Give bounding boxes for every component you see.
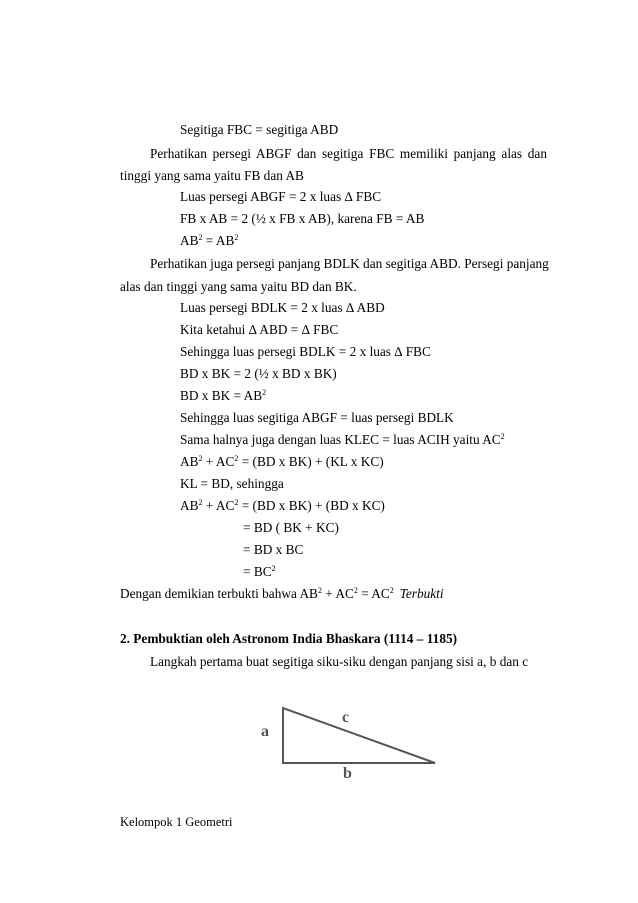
section-heading: 2. Pembuktian oleh Astronom India Bhaskara (1114 – 1185) (120, 631, 458, 646)
equation-line: $AB^2 + AC^2 = (BD$ x BK) + (BD x KC) (180, 498, 385, 513)
side-label-c: c (342, 709, 350, 726)
text-line: KL = BD, sehingga (180, 476, 284, 491)
equation-line: = BD x BC (243, 542, 304, 557)
text-line: BD x BK = 2 (½ x BD x BK) (180, 366, 337, 381)
side-label-b: b (343, 765, 352, 782)
paragraph-line: Langkah pertama buat segitiga siku-siku dengan panjang sisi a, b dan c (150, 654, 529, 669)
equation-line: = $BC^2$ (243, 564, 276, 579)
paragraph-line: Perhatikan juga persegi panjang BDLK dan segitiga ABD. Persegi panjang (150, 256, 549, 271)
paragraph-line: Perhatikan persegi ABGF dan segitiga FBC memiliki panjang alas dan (150, 146, 547, 161)
text-line: Sehingga luas persegi BDLK = 2 x luas ∆ FBC (180, 344, 431, 359)
text-line: Kita ketahui ∆ ABD = ∆ FBC (180, 322, 339, 337)
equation-line: $AB^2 = AB^2$ (180, 233, 239, 248)
text-line: Segitiga FBC = segitiga ABD (180, 122, 339, 137)
equation-line: = BD ( BK + KC) (243, 520, 339, 535)
side-label-a: a (261, 723, 269, 740)
equation-line: $AB^2 + AC^2 = (BD$ x BK) + (KL x KC) (180, 454, 384, 469)
text-line: Sehingga luas segitiga ABGF = luas persegi BDLK (180, 410, 454, 425)
text-line: Luas persegi ABGF = 2 x luas ∆ FBC (180, 189, 382, 204)
paragraph-line: tinggi yang sama yaitu FB dan AB (120, 168, 304, 183)
equation-line: BD x BK = $AB^2$ (180, 388, 267, 403)
text-line: FB x AB = 2 (½ x FB x AB), karena FB = AB (180, 211, 425, 226)
terbukti-label: Terbukti (399, 586, 444, 601)
text-line: Luas persegi BDLK = 2 x luas ∆ ABD (180, 300, 385, 315)
equation-line: Sama halnya juga dengan luas KLEC = luas ACIH yaitu $AC^2$ (180, 432, 505, 447)
paragraph-line: alas dan tinggi yang sama yaitu BD dan BK. (120, 279, 357, 294)
triangle-shape (283, 708, 435, 763)
page-footer: Kelompok 1 Geometri (120, 815, 233, 829)
conclusion-line: Dengan demikian terbukti bahwa $AB^2 + AC^2 = AC^2$ Terbukti (120, 586, 444, 601)
